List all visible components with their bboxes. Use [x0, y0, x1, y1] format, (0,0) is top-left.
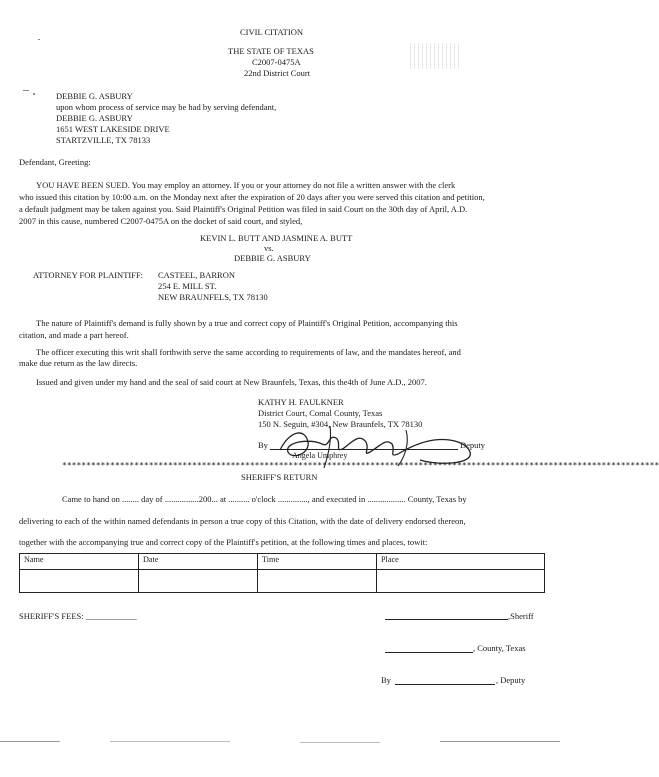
table-cell	[139, 570, 258, 593]
signature-by: By	[258, 440, 268, 450]
versus: vs.	[264, 243, 274, 253]
table-cell	[258, 570, 377, 593]
column-header-name: Name	[20, 554, 139, 570]
defendant-address-2: STARTZVILLE, TX 78133	[56, 135, 151, 145]
table-cell	[20, 570, 139, 593]
para4: Issued and given under my hand and the seal of said court at New Braunfels, Texas, this the4th of June A.D., 2007.	[36, 377, 427, 387]
scan-speck	[38, 39, 40, 40]
state-heading: THE STATE OF TEXAS	[228, 46, 314, 56]
defendant-name: DEBBIE G. ASBURY	[56, 91, 133, 101]
faint-stamp	[410, 43, 460, 69]
deputy-name: Angela Umphrey	[292, 451, 348, 460]
para3-line1: The officer executing this writ shall forthwith serve the same according to requirements of law, and the mandates hereof, and	[36, 347, 461, 357]
star-divider: ****************************************************************************************************************************	[62, 461, 659, 470]
defendant-style: DEBBIE G. ASBURY	[234, 253, 311, 263]
attorney-address-2: NEW BRAUNFELS, TX 78130	[158, 292, 268, 302]
clerk-office: District Court, Comal County, Texas	[258, 408, 383, 418]
table-header-row	[20, 554, 545, 570]
scan-artifact-line	[440, 741, 560, 742]
clerk-address: 150 N. Seguin, #304, New Braunfels, TX 78130	[258, 419, 423, 429]
scan-speck	[33, 93, 35, 95]
sheriff-fees: SHERIFF'S FEES: ____________	[19, 611, 137, 621]
table-row	[20, 570, 545, 593]
plaintiffs: KEVIN L. BUTT AND JASMINE A. BUTT	[200, 233, 353, 243]
scan-artifact-line	[0, 741, 60, 742]
court-name: 22nd District Court	[244, 68, 311, 78]
scan-artifact-line	[300, 742, 380, 743]
defendant-address-1: 1651 WEST LAKESIDE DRIVE	[56, 124, 170, 134]
sheriff-label: ,Sheriff	[508, 611, 534, 621]
sheriff-line	[385, 619, 508, 620]
deputy-by: By	[381, 675, 391, 685]
sheriff-return-title: SHERIFF'S RETURN	[241, 472, 318, 482]
attorney-label: ATTORNEY FOR PLAINTIFF:	[33, 270, 144, 280]
para2-line1: The nature of Plaintiff's demand is fully shown by a true and correct copy of Plaintiff's Original Petition, accompanying this	[36, 318, 458, 328]
column-header-place: Place	[377, 554, 545, 570]
return-line-2: delivering to each of the within named defendants in person a true copy of this Citation, with the date of delivery endorsed thereon,	[19, 516, 466, 526]
county-line	[385, 652, 473, 653]
scan-artifact-line	[110, 741, 230, 742]
return-line-1: Came to hand on ........ day of ................200... at .......... o'clock .............., and executed in .................. County, Texas by	[62, 494, 467, 504]
signature-deputy: Deputy	[460, 440, 486, 450]
deputy-line	[395, 684, 495, 685]
process-line: upon whom process of service may be had by serving defendant,	[56, 102, 277, 112]
deputy-label: , Deputy	[496, 675, 526, 685]
greeting: Defendant, Greeting:	[19, 157, 91, 167]
return-line-3: together with the accompanying true and correct copy of the Plaintiff's petition, at the following times and places, towit:	[19, 537, 428, 547]
column-header-time: Time	[258, 554, 377, 570]
delivery-table	[19, 553, 545, 593]
citation-title: CIVIL CITATION	[240, 27, 303, 37]
para3-line2: make due return as the law directs.	[19, 358, 138, 368]
para1-line1: YOU HAVE BEEN SUED. You may employ an attorney. If you or your attorney do not file a written answer with the clerk	[36, 180, 456, 190]
para1-line2: who issued this citation by 10:00 a.m. on the Monday next after the expiration of 20 days after you were served this citation and petition,	[19, 192, 485, 202]
county-label: , County, Texas	[473, 643, 526, 653]
attorney-address-1: 254 E. MILL ST.	[158, 281, 217, 291]
clerk-name: KATHY H. FAULKNER	[258, 397, 344, 407]
column-header-date: Date	[139, 554, 258, 570]
case-number: C2007-0475A	[252, 57, 301, 67]
para1-line4: 2007 in this cause, numbered C2007-0475A on the docket of said court, and styled,	[19, 216, 303, 226]
attorney-name: CASTEEL, BARRON	[158, 270, 235, 280]
scan-speck	[23, 90, 29, 91]
para2-line2: citation, and made a part hereof.	[19, 330, 129, 340]
serve-name: DEBBIE G. ASBURY	[56, 113, 133, 123]
para1-line3: a default judgment may be taken against you. Said Plaintiff's Original Petition was filed in said Court on the 30th day of April, A.D.	[19, 204, 468, 214]
table-cell	[377, 570, 545, 593]
